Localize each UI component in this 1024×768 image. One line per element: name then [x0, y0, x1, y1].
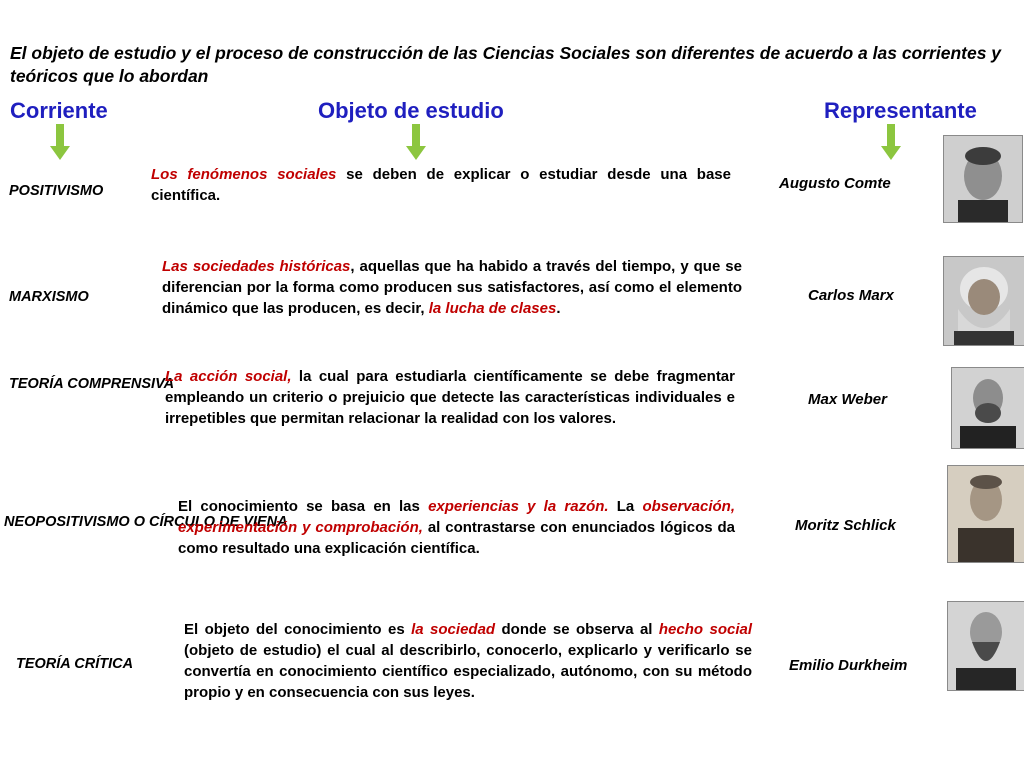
description-neopositivismo: [178, 496, 735, 559]
current-teoria-comprensiva: TEORÍA COMPRENSIVA: [9, 376, 175, 392]
representative-marx: Carlos Marx: [808, 287, 894, 304]
description-teoria-critica: [184, 619, 752, 703]
description-text: La: [608, 498, 643, 515]
highlighted-term: La acción social,: [165, 368, 292, 385]
representative-schlick: Moritz Schlick: [795, 517, 896, 534]
description-text: El objeto del conocimiento es: [184, 621, 412, 638]
arrow-down-icon: [881, 124, 901, 160]
description-text: (objeto de estudio) el cual al describirlo, conocerlo, explicarlo y verificarlo se convertía en conocimiento científico especializado, autónomo, con su método propio y en consecuencia con sus leyes.: [184, 642, 752, 701]
highlighted-term: observación, experimentación y comprobación,: [178, 498, 735, 536]
description-positivismo: [151, 164, 731, 206]
description-teoria-comprensiva: [165, 366, 735, 429]
header-representante: Representante: [824, 98, 977, 123]
representative-weber: Max Weber: [808, 391, 887, 408]
portrait-weber: [951, 367, 1024, 449]
current-positivismo: POSITIVISMO: [9, 183, 104, 199]
highlighted-term: Las sociedades históricas: [162, 258, 351, 275]
current-marxismo: MARXISMO: [9, 289, 89, 305]
arrow-down-icon: [406, 124, 426, 160]
header-objeto-de-estudio: Objeto de estudio: [318, 98, 504, 123]
highlighted-term: hecho social: [658, 621, 753, 638]
description-text: donde se observa al: [495, 621, 659, 638]
header-corriente: Corriente: [10, 98, 108, 123]
description-text: , aquellas que ha habido a través del tiempo, y que se diferencian por la forma como producen sus satisfactores, así como el elemento dinámico que las producen, es decir,: [162, 258, 742, 317]
highlighted-term: la sociedad: [411, 621, 496, 638]
current-neopositivismo: NEOPOSITIVISMO O CÍRCULO DE VIENA: [4, 514, 288, 530]
portrait-comte: [943, 135, 1023, 223]
current-teoria-critica: TEORÍA CRÍTICA: [16, 656, 134, 672]
portrait-marx: [943, 256, 1024, 346]
description-text: la cual para estudiarla científicamente se debe fragmentar empleando un criterio o prejuicio que detecte las características individuales e irrepetibles que permitan relacionar la realidad con los valores.: [165, 368, 735, 427]
portrait-schlick: [947, 465, 1024, 563]
description-text: se deben de explicar o estudiar desde una base científica.: [151, 166, 731, 204]
portrait-durkheim: [947, 601, 1024, 691]
highlighted-term: Los fenómenos sociales: [151, 166, 337, 183]
description-text: al contrastarse con enunciados lógicos da como resultado una explicación científica.: [178, 519, 735, 557]
representative-durkheim: Emilio Durkheim: [789, 657, 908, 674]
description-text: El conocimiento se basa en las: [178, 498, 429, 515]
arrow-down-icon: [50, 124, 70, 160]
representative-comte: Augusto Comte: [779, 175, 891, 192]
intro-text: El objeto de estudio y el proceso de construcción de las Ciencias Sociales son diferentes de acuerdo a las corrientes y teóricos que lo abordan: [10, 43, 1002, 86]
description-marxismo: [162, 256, 742, 319]
description-text: .: [556, 300, 561, 317]
highlighted-term: experiencias y la razón.: [428, 498, 609, 515]
highlighted-term: la lucha de clases: [428, 300, 557, 317]
